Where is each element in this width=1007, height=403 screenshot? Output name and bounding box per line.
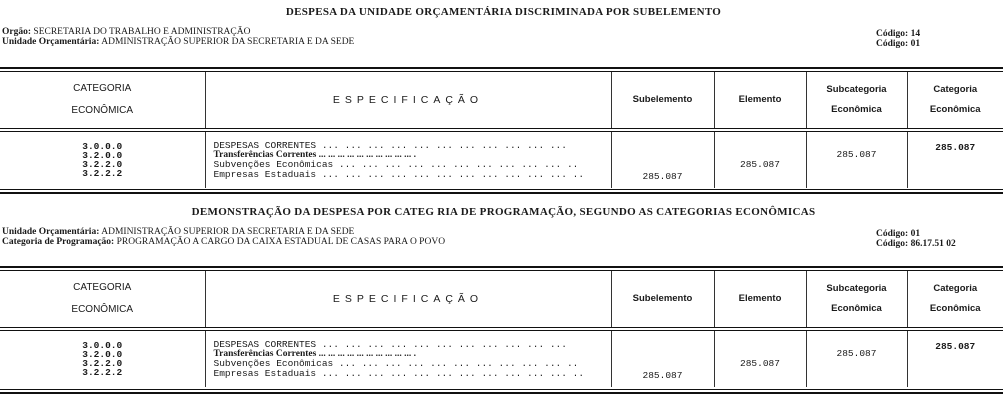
rule — [0, 192, 1003, 194]
table-row — [0, 331, 1003, 387]
section2-categoria: Categoria de Programação: PROGRAMAÇÃO A CARGO DA CAIXA ESTADUAL DE CASAS PARA O POVO — [2, 237, 446, 247]
col-header-categoria-economica: CATEGORIA ECONÔMICA — [0, 72, 205, 128]
col-header-elemento: Elemento — [714, 72, 806, 128]
section1-orgao: Orgão: SECRETARIA DO TRABALHO E ADMINISTRAÇÃO — [2, 27, 251, 37]
value-elemento: 285.087 — [714, 331, 806, 387]
row-codes: 3.0.0.0 3.2.0.0 3.2.2.0 3.2.2.2 — [0, 132, 205, 188]
rule — [0, 392, 1003, 394]
rule — [0, 266, 1003, 268]
section1-title: DESPESA DA UNIDADE ORÇAMENTÁRIA DISCRIMINADA POR SUBELEMENTO — [285, 6, 722, 18]
value-elemento: 285.087 — [714, 132, 806, 188]
table1-header — [0, 72, 1003, 128]
table1 — [0, 72, 1003, 128]
table2-body — [0, 331, 1003, 387]
row-specs: DESPESAS CORRENTES ... ... ... ... ... ... ... ... ... ... ... Transferências Correntes ... ... ... ... ... ... ... ... ... ... . Subvenções Econômicas ... ... ... ... ... ... ... ... ... ... .. Empresas Estaduais ... ... ... ... ... ... ... ... ... ... ... .. — [205, 132, 611, 188]
section2-title: DEMONSTRAÇÃO DA DESPESA POR CATEG RIA DE PROGRAMAÇÃO, SEGUNDO AS CATEGORIAS ECONÔMICAS — [191, 206, 816, 218]
col-header-subcategoria: Subcategoria Econômica — [806, 72, 907, 128]
col-header-especificacao: ESPECIFICAÇÃO — [205, 271, 611, 327]
value-categoria: 285.087 — [935, 341, 976, 352]
table1-body — [0, 132, 1003, 188]
section1-codes: Código: 14 Código: 01 — [876, 29, 921, 49]
col-header-categoria-economica: CATEGORIA ECONÔMICA — [0, 271, 205, 327]
table2 — [0, 271, 1003, 327]
section2-unidade: Unidade Orçamentária: ADMINISTRAÇÃO SUPERIOR DA SECRETARIA E DA SEDE — [2, 227, 355, 237]
col-header-subcategoria: Subcategoria Econômica — [806, 271, 907, 327]
section1-unidade: Unidade Orçamentária: ADMINISTRAÇÃO SUPERIOR DA SECRETARIA E DA SEDE — [2, 37, 355, 47]
section2-codes: Código: 01 Código: 86.17.51 02 — [876, 229, 956, 249]
row-codes: 3.0.0.0 3.2.0.0 3.2.2.0 3.2.2.2 — [0, 331, 205, 387]
rule — [0, 67, 1003, 69]
value-subelemento: 285.087 — [611, 331, 714, 387]
col-header-especificacao: ESPECIFICAÇÃO — [205, 72, 611, 128]
col-header-elemento: Elemento — [714, 271, 806, 327]
rule — [0, 327, 1003, 328]
rule — [0, 128, 1003, 129]
value-subcategoria: 285.087 — [806, 132, 907, 188]
value-categoria: 285.087 — [935, 142, 976, 153]
rule — [0, 389, 1003, 390]
col-header-subelemento: Subelemento — [611, 72, 714, 128]
table-row — [0, 132, 1003, 188]
rule — [0, 189, 1003, 190]
section1-meta — [2, 27, 354, 47]
row-specs: DESPESAS CORRENTES ... ... ... ... ... ... ... ... ... ... ... Transferências Correntes ... ... ... ... ... ... ... ... ... ... . Subvenções Econômicas ... ... ... ... ... ... ... ... ... ... .. Empresas Estaduais ... ... ... ... ... ... ... ... ... ... ... .. — [205, 331, 611, 387]
col-header-categoria: Categoria Econômica — [929, 84, 981, 115]
col-header-subelemento: Subelemento — [611, 271, 714, 327]
section2-meta — [2, 227, 445, 247]
value-subelemento: 285.087 — [611, 132, 714, 188]
value-subcategoria: 285.087 — [806, 331, 907, 387]
table2-header — [0, 271, 1003, 327]
col-header-categoria: Categoria Econômica — [929, 283, 981, 314]
